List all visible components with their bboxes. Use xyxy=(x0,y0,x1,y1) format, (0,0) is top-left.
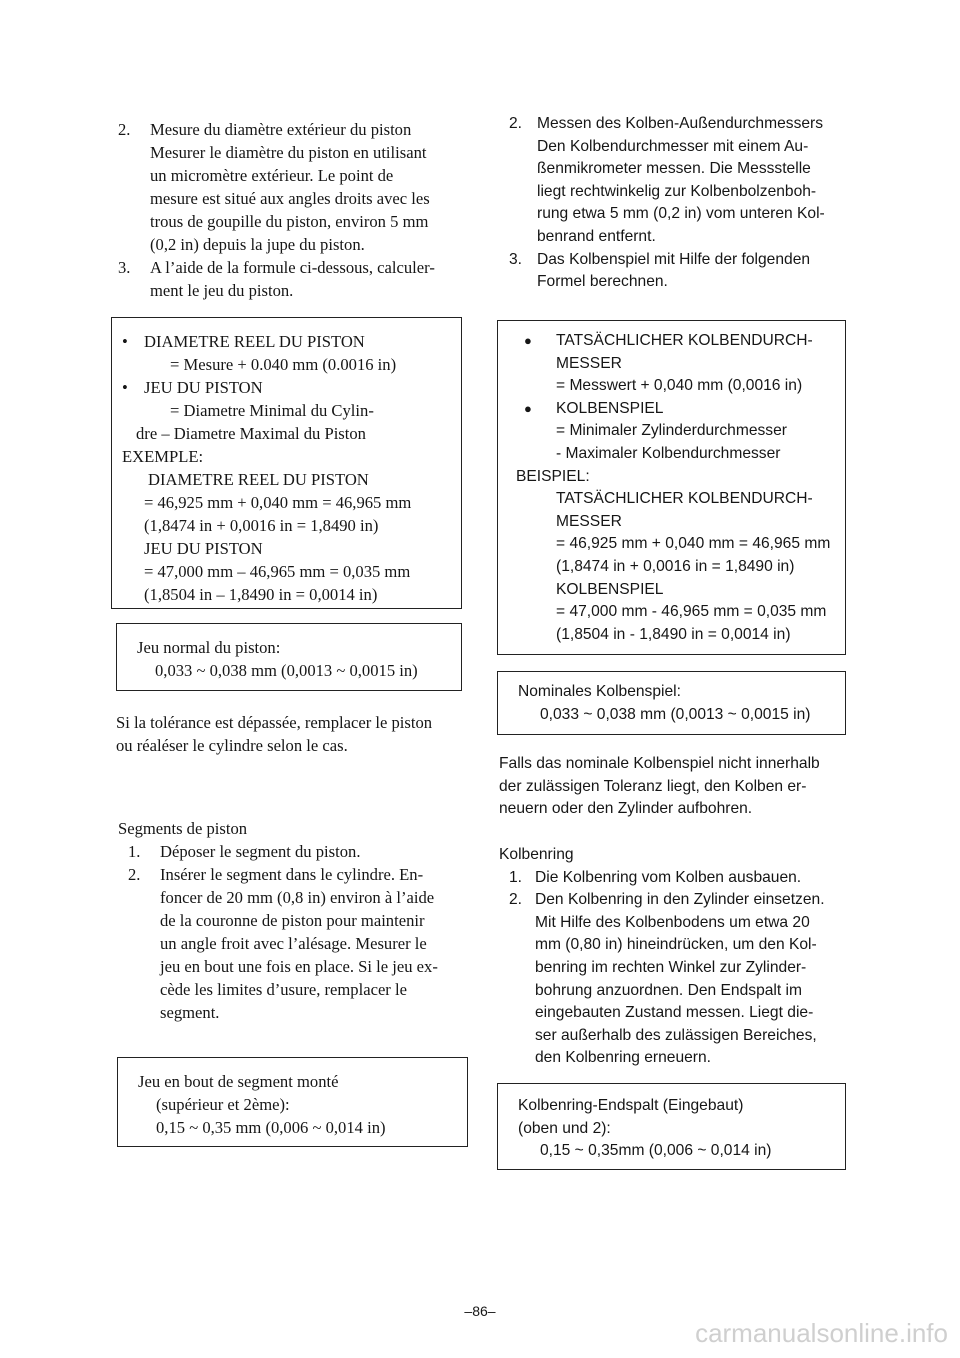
text-line: liegt rechtwinkelig zur Kolbenbolzenboh- xyxy=(537,182,817,200)
text-line: Messen des Kolben-Außendurchmessers xyxy=(537,115,824,132)
watermark: carmanualsonline.info xyxy=(695,1318,948,1348)
de-tolerance-text xyxy=(499,753,855,821)
text-line: TATSÄCHLICHER KOLBENDURCH- xyxy=(556,332,813,349)
de-example-label: BEISPIEL: xyxy=(516,467,590,485)
text-line: segment. xyxy=(160,1003,220,1022)
de-formula-box xyxy=(497,320,846,655)
step-number: 2. xyxy=(128,865,141,884)
fr-step-2-text xyxy=(150,118,460,256)
spec-title: Jeu en bout de segment monté xyxy=(138,1072,339,1091)
fr-step-2-number: 2. xyxy=(118,120,131,139)
fr-spec-box-ring-end-gap xyxy=(117,1057,468,1147)
text-line: = Mesure + 0.040 mm (0.0016 in) xyxy=(170,355,397,374)
fr-step-3-number: 3. xyxy=(118,258,131,277)
text-line: = 47,000 mm - 46,965 mm = 0,035 mm xyxy=(556,603,827,621)
step-number: 3. xyxy=(509,250,523,268)
text-line: der zulässigen Toleranz liegt, den Kolben er- xyxy=(499,777,807,795)
step-text xyxy=(160,863,468,1024)
step-number: 1. xyxy=(509,868,523,886)
text-line: Den Kolbenring in den Zylinder einsetzen. xyxy=(535,891,825,909)
text-line: = Messwert + 0,040 mm (0,0016 in) xyxy=(556,377,803,395)
text-line: benring im rechten Winkel zur Zylinder- xyxy=(535,958,807,976)
fr-step-3-text xyxy=(150,256,460,302)
text-line: ment le jeu du piston. xyxy=(150,281,294,300)
text-line: (1,8504 in - 1,8490 in = 0,0014 in) xyxy=(556,625,791,643)
step-text xyxy=(537,113,855,249)
text-line: Mesure du diamètre extérieur du piston xyxy=(150,120,412,139)
text-line: MESSER xyxy=(556,354,622,372)
text-line: (1,8474 in + 0,0016 in = 1,8490 in) xyxy=(556,557,795,575)
text-line: Insérer le segment dans le cylindre. En- xyxy=(160,865,424,884)
spec-title: (supérieur et 2ème): xyxy=(156,1095,290,1114)
step-number: 1. xyxy=(128,842,141,861)
fr-rings-step-2 xyxy=(128,863,468,1024)
text-line: = 46,925 mm + 0,040 mm = 46,965 mm xyxy=(556,535,831,553)
text-line: TATSÄCHLICHER KOLBENDURCH- xyxy=(556,490,813,508)
fr-step-3 xyxy=(118,256,460,302)
text-line: Das Kolbenspiel mit Hilfe der folgenden xyxy=(537,250,811,268)
text-line: ßenmikrometer messen. Die Messstelle xyxy=(537,160,811,178)
step-text xyxy=(535,889,855,1070)
fr-step-2 xyxy=(118,118,460,256)
fr-steps-top xyxy=(118,118,460,302)
text-line: foncer de 20 mm (0,8 in) environ à l’aide xyxy=(160,888,435,907)
text-line: ser außerhalb des zulässigen Bereiches, xyxy=(535,1026,817,1044)
text-line: Mit Hilfe des Kolbenbodens um etwa 20 xyxy=(535,913,810,931)
text-line: Si la tolérance est dépassée, remplacer le piston xyxy=(116,713,433,732)
section-heading: Segments de piston xyxy=(118,819,248,838)
fr-bullet-actual-diameter xyxy=(122,330,453,376)
fr-tolerance-text xyxy=(116,711,462,757)
text-line: bohrung anzuordnen. Den Endspalt im xyxy=(535,981,803,999)
text-line: mm (0,80 in) hineindrücken, um den Kol- xyxy=(535,936,817,954)
text-line: Falls das nominale Kolbenspiel nicht innerhalb xyxy=(499,755,820,772)
step-number: 2. xyxy=(509,115,523,132)
text-line: JEU DU PISTON xyxy=(144,378,263,397)
text-line: = Diametre Minimal du Cylin- xyxy=(170,401,374,420)
fr-example-label: EXEMPLE: xyxy=(122,447,204,466)
text-line: eingebauten Zustand messen. Liegt die- xyxy=(535,1004,814,1022)
text-line: trous de goupille du piston, environ 5 mm xyxy=(150,212,429,231)
text-line: rung etwa 5 mm (0,2 in) vom unteren Kol- xyxy=(537,205,825,223)
text-line: (1,8504 in – 1,8490 in = 0,0014 in) xyxy=(144,585,378,604)
text-line: = 46,925 mm + 0,040 mm = 46,965 mm xyxy=(144,493,412,512)
spec-title: Kolbenring-Endspalt (Eingebaut) xyxy=(518,1097,744,1114)
text-line: un angle froit avec l’alésage. Mesurer le xyxy=(160,934,427,953)
section-heading: Kolbenring xyxy=(499,846,574,863)
de-rings-step-2 xyxy=(509,889,855,1070)
step-text xyxy=(537,249,855,294)
text-line: mesure est situé aux angles droits avec les xyxy=(150,189,430,208)
de-steps-top xyxy=(509,113,855,294)
spec-title: Jeu normal du piston: xyxy=(137,638,281,657)
text-line: un micromètre extérieur. Le point de xyxy=(150,166,394,185)
text-line: DIAMETRE REEL DU PISTON xyxy=(144,332,365,351)
text-line: KOLBENSPIEL xyxy=(556,399,664,417)
page-number: –86– xyxy=(464,1303,496,1319)
fr-piston-rings-section xyxy=(118,817,468,1024)
spec-title: (oben und 2): xyxy=(518,1119,611,1137)
spec-title: Nominales Kolbenspiel: xyxy=(518,683,681,700)
text-line: Formel berechnen. xyxy=(537,273,668,291)
de-piston-ring-section xyxy=(499,844,855,1070)
fr-spec-box-piston-clearance xyxy=(116,623,462,691)
bullet-icon: • xyxy=(122,332,128,351)
text-line: = Minimaler Zylinderdurchmesser xyxy=(556,422,787,440)
spec-value: 0,15 ~ 0,35 mm (0,006 ~ 0,014 in) xyxy=(156,1118,386,1137)
text-line: MESSER xyxy=(556,512,622,530)
de-spec-box-ring-end-gap xyxy=(497,1083,846,1170)
text-line: (1,8474 in + 0,0016 in = 1,8490 in) xyxy=(144,516,379,535)
bullet-icon: ● xyxy=(524,333,532,348)
de-rings-step-1 xyxy=(509,867,855,890)
text-line: Mesurer le diamètre du piston en utilisant xyxy=(150,143,427,162)
text-line: Déposer le segment du piston. xyxy=(160,842,361,861)
fr-formula-box xyxy=(111,317,462,609)
bullet-icon: • xyxy=(122,378,128,397)
fr-bullet-piston-clearance xyxy=(122,376,453,445)
spec-value: 0,033 ~ 0,038 mm (0,0013 ~ 0,0015 in) xyxy=(155,661,418,680)
de-step-2 xyxy=(509,113,855,249)
text-line: = 47,000 mm – 46,965 mm = 0,035 mm xyxy=(144,562,411,581)
de-step-3 xyxy=(509,249,855,294)
de-spec-box-piston-clearance xyxy=(497,671,846,735)
spec-value: 0,15 ~ 0,35mm (0,006 ~ 0,014 in) xyxy=(540,1142,772,1160)
text-line: benrand entfernt. xyxy=(537,227,656,245)
text-line: DIAMETRE REEL DU PISTON xyxy=(148,470,369,489)
text-line: A l’aide de la formule ci-dessous, calculer- xyxy=(150,258,435,277)
text-line: den Kolbenring erneuern. xyxy=(535,1049,711,1067)
text-line: JEU DU PISTON xyxy=(144,539,263,558)
bullet-icon: ● xyxy=(524,400,532,416)
text-line: ou réaléser le cylindre selon le cas. xyxy=(116,736,348,755)
text-line: Die Kolbenring vom Kolben ausbauen. xyxy=(535,868,802,886)
text-line: dre – Diametre Maximal du Piston xyxy=(136,424,366,443)
text-line: KOLBENSPIEL xyxy=(556,580,664,598)
text-line: jeu en bout une fois en place. Si le jeu ex- xyxy=(160,957,438,976)
text-line: de la couronne de piston pour maintenir xyxy=(160,911,425,930)
text-line: Den Kolbendurchmesser mit einem Au- xyxy=(537,137,809,155)
text-line: - Maximaler Kolbendurchmesser xyxy=(556,444,781,462)
text-line: cède les limites d’usure, remplacer le xyxy=(160,980,407,999)
text-line: neuern oder den Zylinder aufbohren. xyxy=(499,800,753,818)
de-bullet-actual-diameter xyxy=(516,330,845,398)
text-line: (0,2 in) depuis la jupe du piston. xyxy=(150,235,365,254)
fr-rings-step-1 xyxy=(128,840,468,863)
step-number: 2. xyxy=(509,891,523,909)
de-bullet-piston-clearance xyxy=(516,398,845,466)
spec-value: 0,033 ~ 0,038 mm (0,0013 ~ 0,0015 in) xyxy=(540,705,811,723)
